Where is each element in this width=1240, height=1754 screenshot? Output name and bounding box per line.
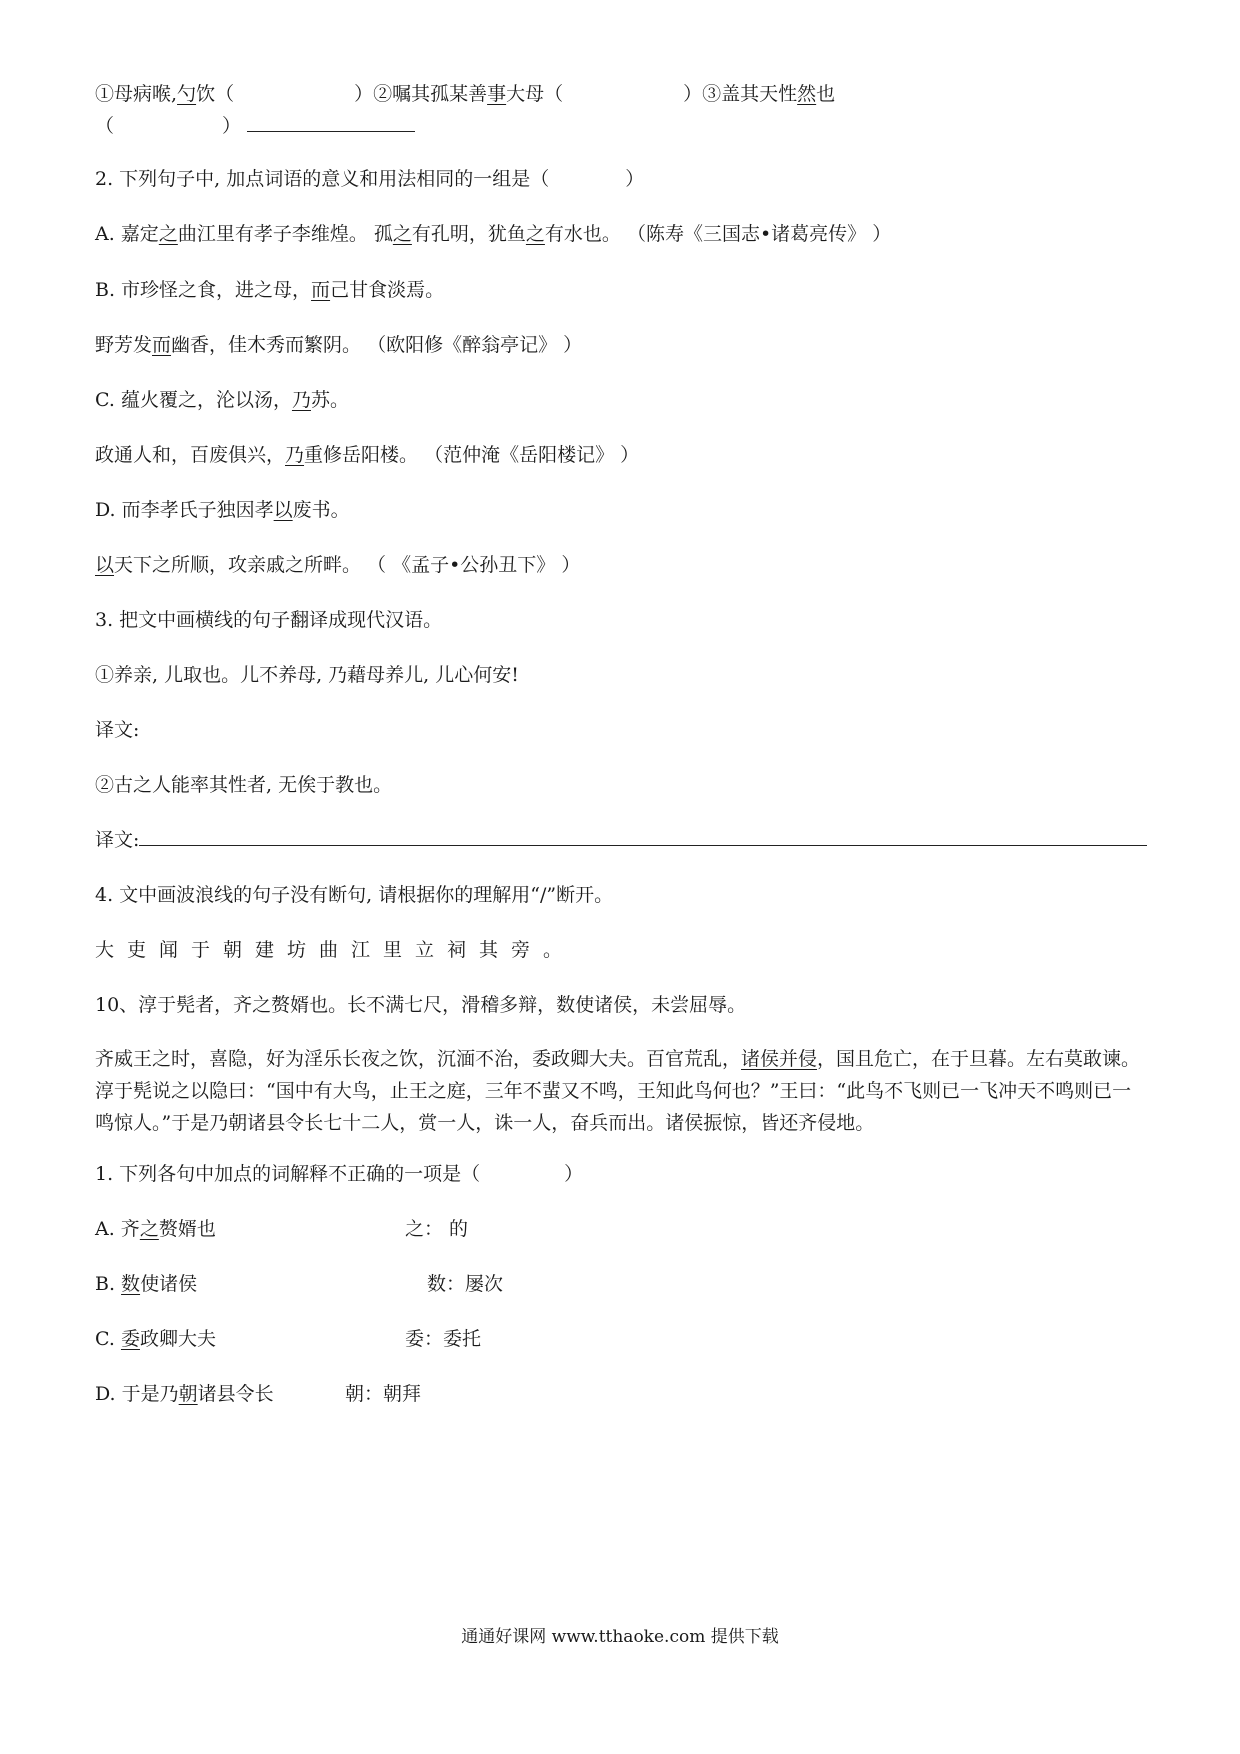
q1-text: ）②嘱其孤某善 xyxy=(354,83,488,105)
passage-10-paragraph xyxy=(95,1043,1145,1139)
text: 齐威王之时，喜隐，好为淫乐长夜之饮，沉湎不治，委政卿大夫。百官荒乱， xyxy=(95,1048,742,1070)
dotted-word: 数 xyxy=(121,1273,141,1295)
q3-stem: 3. 把文中画横线的句子翻译成现代汉语。 xyxy=(95,609,443,631)
text: 曲江里有孝子李维煌。 孤 xyxy=(177,223,393,245)
q2-stem xyxy=(95,165,644,193)
q3-translation-label-1: 译文: xyxy=(95,719,140,741)
text: 野芳发 xyxy=(95,334,153,356)
text: 有水也。 （陈寿《三国志•诸葛亮传》 ） xyxy=(544,223,892,245)
q1-text: 饮（ xyxy=(196,83,235,105)
dotted-word: 而 xyxy=(311,279,331,301)
text: 幽香，佳木秀而繁阴。 （欧阳修《醉翁亭记》 ） xyxy=(171,334,583,356)
q1-row-2 xyxy=(95,112,415,140)
q2-stem-close: ） xyxy=(625,168,645,190)
dotted-word: 事 xyxy=(487,83,507,105)
underlined-phrase: 诸侯并侵 xyxy=(741,1048,818,1070)
p10-q1-answer-a: 之： 的 xyxy=(405,1218,469,1240)
text: 诸县令长 xyxy=(197,1383,274,1405)
p10-q1-stem xyxy=(95,1160,583,1188)
q3-translation-label-2: 译文: xyxy=(95,829,140,851)
q1-text: ）③盖其天性 xyxy=(683,83,798,105)
dotted-word: 乃 xyxy=(291,389,311,411)
q1-text: ①母病喉, xyxy=(95,83,178,105)
paren-open: （ xyxy=(95,115,115,137)
translation-answer-line[interactable] xyxy=(139,827,1147,846)
dotted-word: 之 xyxy=(139,1218,159,1240)
text: 1. 下列各句中加点的词解释不正确的一项是（ xyxy=(95,1163,481,1185)
text: B. 市珍怪之食，进之母， xyxy=(95,279,312,301)
text: A. 嘉定 xyxy=(95,223,159,245)
q2-option-b2 xyxy=(95,331,582,359)
dotted-word: 委 xyxy=(120,1328,140,1350)
q2-option-a xyxy=(95,220,891,248)
p10-q1-option-a xyxy=(95,1215,216,1243)
q1-text: 大母（ xyxy=(506,83,564,105)
answer-blank[interactable] xyxy=(247,113,415,132)
text: 使诸侯 xyxy=(140,1273,198,1295)
dotted-word: 之 xyxy=(525,223,545,245)
q2-option-d2 xyxy=(95,551,580,579)
passage-10-first-line: 10、淳于髡者，齐之赘婿也。长不满七尺，滑稽多辩，数使诸侯，未尝屈辱。 xyxy=(95,994,747,1016)
text: ） xyxy=(564,1163,584,1185)
dotted-word: 以 xyxy=(273,499,293,521)
text: C. 蕴火覆之，沦以汤， xyxy=(95,389,292,411)
dotted-word: 然 xyxy=(797,83,817,105)
paren-close: ） xyxy=(222,115,242,137)
text: D. 于是乃 xyxy=(95,1383,179,1405)
q2-option-c1 xyxy=(95,386,349,414)
text: 赘婿也 xyxy=(158,1218,216,1240)
dotted-word: 乃 xyxy=(285,444,305,466)
p10-q1-option-b xyxy=(95,1270,197,1298)
q4-stem: 4. 文中画波浪线的句子没有断句, 请根据你的理解用“/”断开。 xyxy=(95,884,614,906)
p10-q1-option-d xyxy=(95,1380,274,1408)
text: A. 齐 xyxy=(95,1218,140,1240)
q4-sentence: 大吏闻于朝建坊曲江里立祠其旁。 xyxy=(95,939,576,961)
text: 重修岳阳楼。 （范仲淹《岳阳楼记》 ） xyxy=(304,444,640,466)
text: 废书。 xyxy=(292,499,350,521)
text: B. xyxy=(95,1273,122,1295)
q2-option-c2 xyxy=(95,441,639,469)
text: C. xyxy=(95,1328,121,1350)
p10-q1-answer-d: 朝：朝拜 xyxy=(345,1383,422,1405)
text: 己甘食淡焉。 xyxy=(330,279,445,301)
q2-option-d1 xyxy=(95,496,350,524)
dotted-word: 勺 xyxy=(177,83,197,105)
q3-translation-row-2 xyxy=(95,826,1147,854)
text: 政卿大夫 xyxy=(139,1328,216,1350)
page-footer: 通通好课网 www.tthaoke.com 提供下载 xyxy=(461,1627,779,1647)
text: 苏。 xyxy=(310,389,349,411)
dotted-word: 之 xyxy=(392,223,412,245)
text: 政通人和，百废俱兴， xyxy=(95,444,286,466)
dotted-word: 朝 xyxy=(178,1383,198,1405)
q1-text: 也 xyxy=(816,83,836,105)
text: D. 而李孝氏子独因孝 xyxy=(95,499,274,521)
dotted-word: 之 xyxy=(158,223,178,245)
text: 有孔明，犹鱼 xyxy=(411,223,526,245)
q3-sentence-1: ①养亲, 儿取也。儿不养母, 乃藉母养儿, 儿心何安! xyxy=(95,664,519,686)
p10-q1-answer-c: 委：委托 xyxy=(405,1328,482,1350)
q1-row xyxy=(95,80,835,108)
dotted-word: 而 xyxy=(152,334,172,356)
p10-q1-answer-b: 数：屡次 xyxy=(427,1273,504,1295)
q2-option-b1 xyxy=(95,276,444,304)
dotted-word: 以 xyxy=(95,554,115,576)
text: ，国且危亡，在于旦暮。左右莫敢谏。淳于髡说之以隐曰：“国中有大鸟，止王之庭，三年不蜚又不鸣，王知此鸟何也？”王曰：“此鸟不飞则已一飞冲天不鸣则已一鸣惊人。”于是乃朝诸县令长七十二人，赏一人，诛一人，奋兵而出。诸侯振惊，皆还齐侵地。 xyxy=(95,1048,1141,1134)
q3-sentence-2: ②古之人能率其性者, 无俟于教也。 xyxy=(95,774,393,796)
p10-q1-option-c xyxy=(95,1325,216,1353)
q2-stem-text: 2. 下列句子中, 加点词语的意义和用法相同的一组是（ xyxy=(95,168,550,190)
text: 天下之所顺，攻亲戚之所畔。 （ 《孟子•公孙丑下》 ） xyxy=(114,554,581,576)
